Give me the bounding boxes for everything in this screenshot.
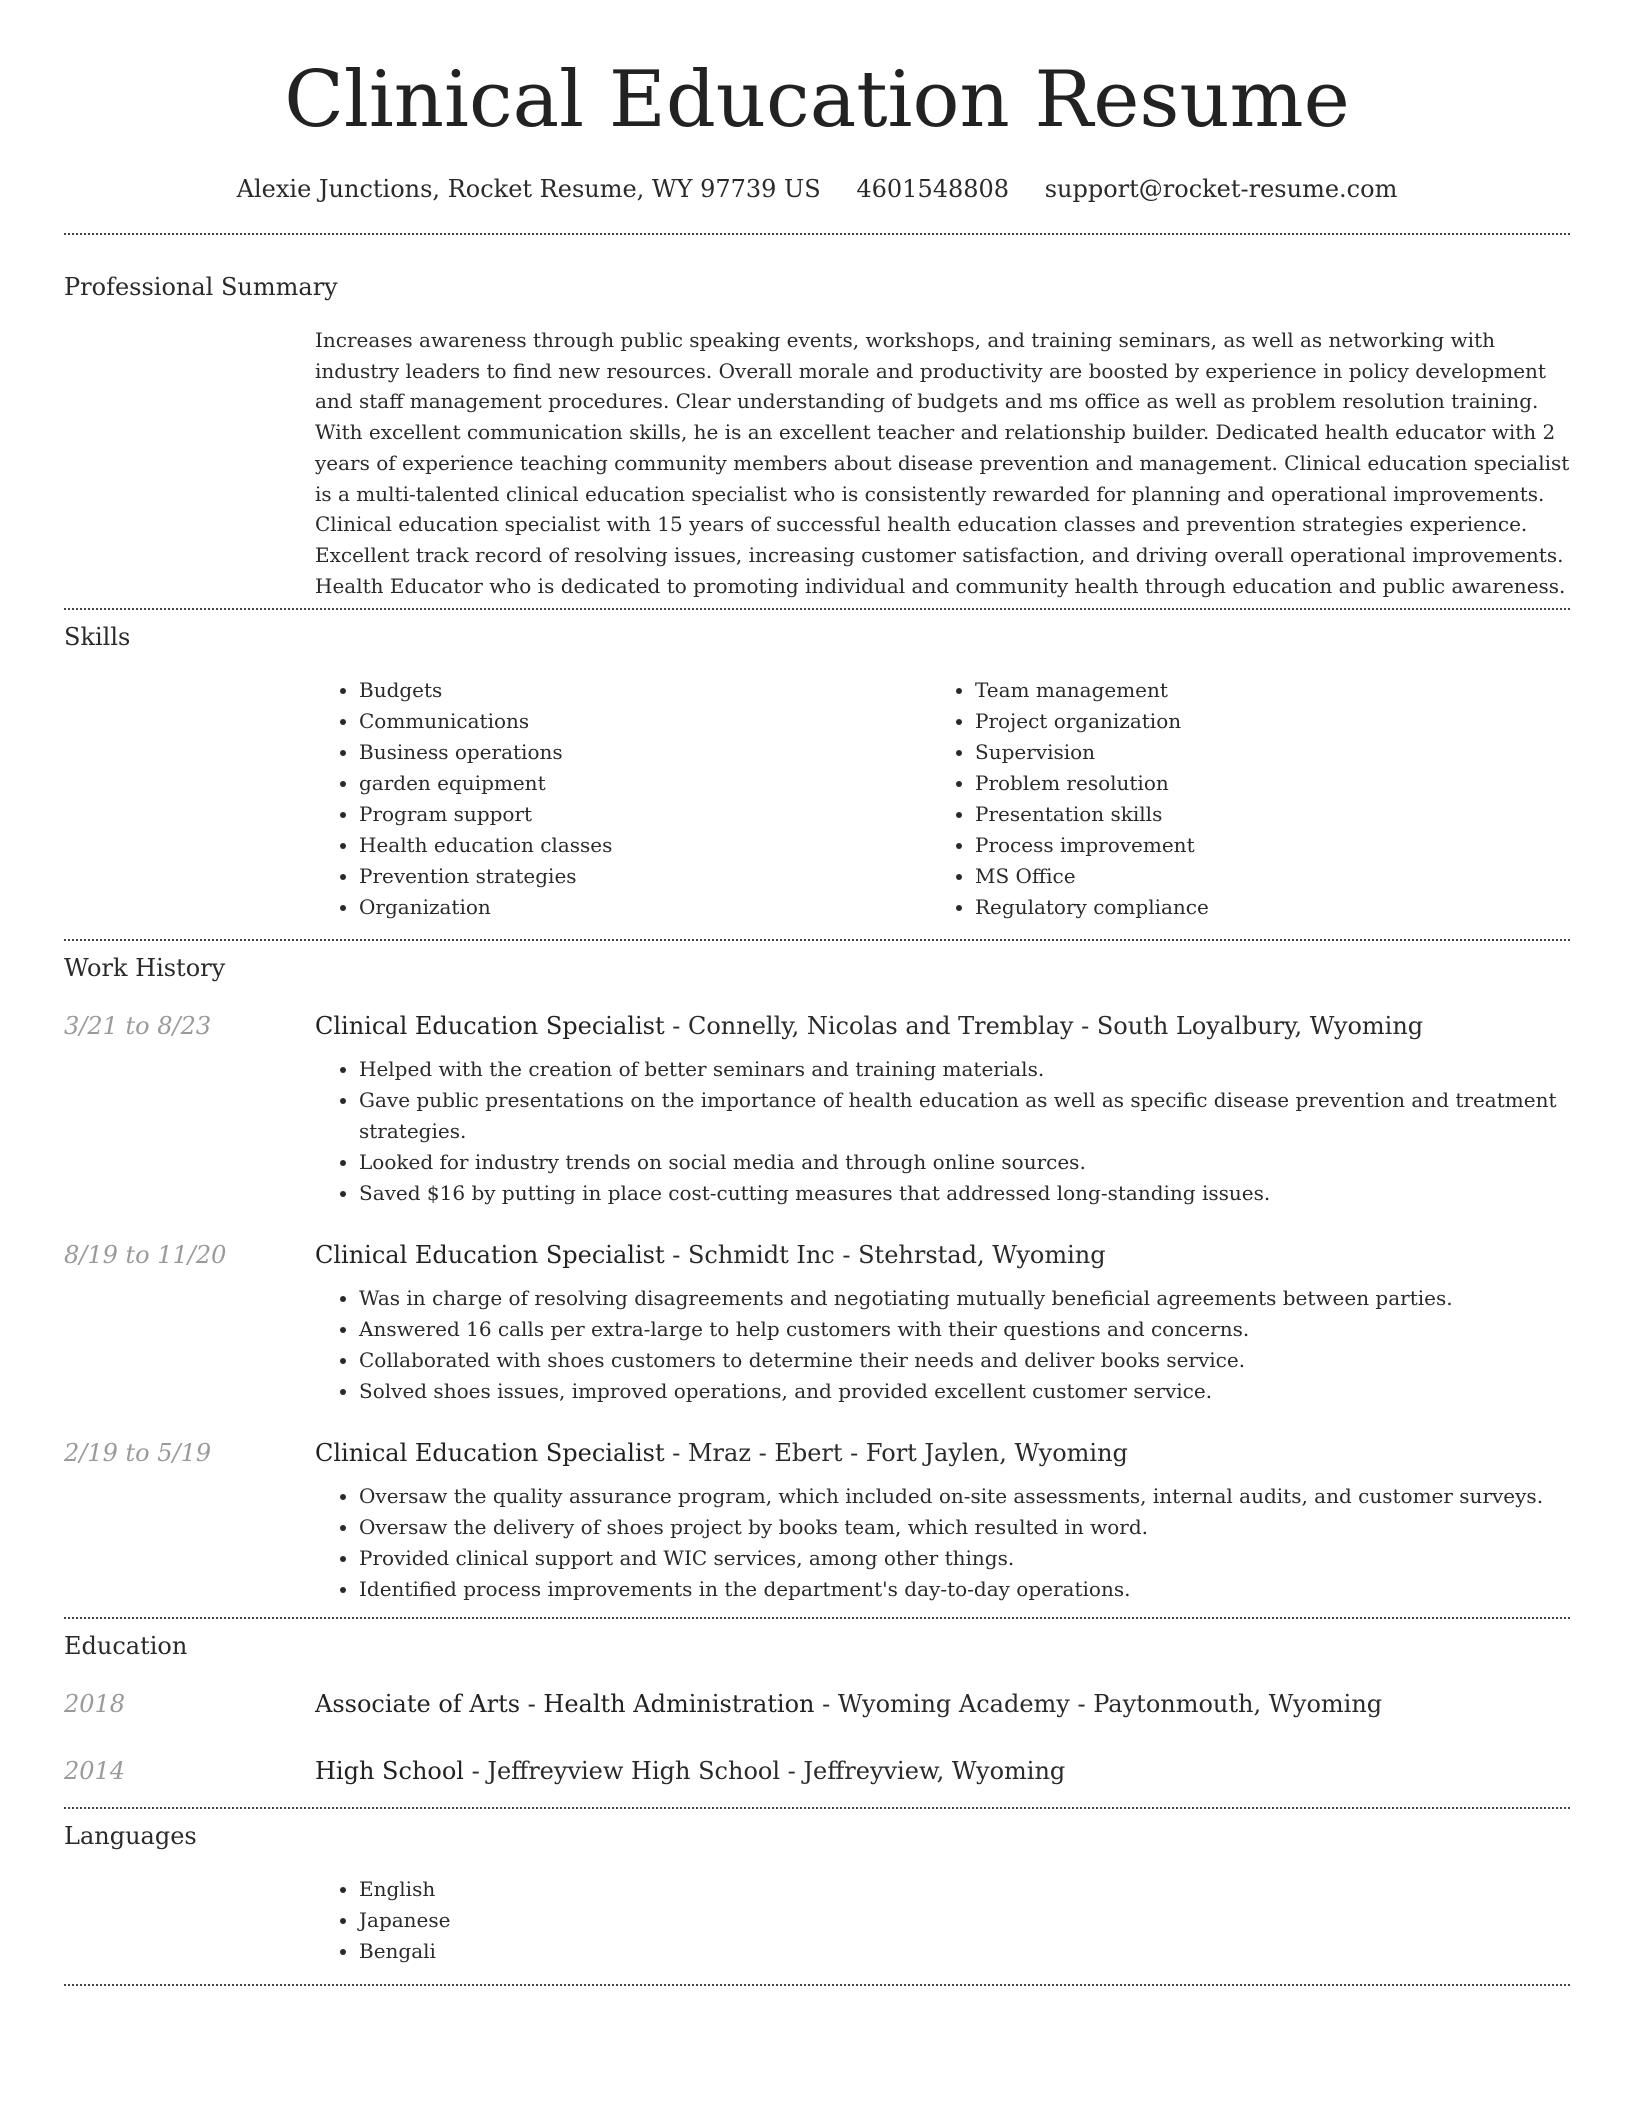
language-item: • Bengali [359, 1936, 1570, 1967]
education-degree: Associate of Arts - Health Administration [315, 1690, 815, 1719]
contact-line [64, 174, 1570, 204]
education-year: 2014 [64, 1757, 126, 1786]
skill-item: • MS Office [975, 861, 1547, 892]
job-heading [315, 1438, 1128, 1468]
job-entry [64, 1011, 1570, 1209]
contact-phone: 4601548808 [856, 175, 1010, 203]
job-details: - Schmidt Inc - Stehrstad, Wyoming [664, 1241, 1106, 1270]
education-degree: High School [315, 1757, 464, 1786]
job-bullet: • Looked for industry trends on social media and through online sources. [359, 1147, 1570, 1178]
skill-item: • Team management [975, 675, 1547, 706]
language-item: • English [359, 1874, 1570, 1905]
job-bullets [315, 1054, 1570, 1209]
job-entry [64, 1438, 1570, 1605]
skill-item: • Program support [359, 799, 931, 830]
education-details: - Wyoming Academy - Paytonmouth, Wyoming [814, 1690, 1383, 1719]
contact-email: support@rocket-resume.com [1044, 175, 1398, 203]
job-bullet: • Collaborated with shoes customers to determine their needs and deliver books service. [359, 1345, 1570, 1376]
job-details: - Connelly, Nicolas and Tremblay - South Loyalbury, Wyoming [664, 1012, 1424, 1041]
section-divider [64, 1984, 1570, 1986]
job-title: Clinical Education Specialist [315, 1012, 665, 1041]
languages-section [64, 1821, 1570, 1967]
skill-item: • Presentation skills [975, 799, 1547, 830]
job-bullets [315, 1283, 1570, 1407]
section-divider [64, 939, 1570, 941]
skill-item: • Process improvement [975, 830, 1547, 861]
summary-text: Increases awareness through public speaking events, workshops, and training seminars, as well as networking with industry leaders to find new resources. Overall morale and productivity are boosted by experience in policy development and staff management procedures. Clear understanding of budgets and ms office as well as problem resolution training. With excellent communication skills, he is an excellent teacher and relationship builder. Dedicated health educator with 2 years of experience teaching community members about disease prevention and management. Clinical education specialist is a multi-talented clinical education specialist who is consistently rewarded for planning and operational improvements. Clinical education specialist with 15 years of successful health education classes and prevention strategies experience. Excellent track record of resolving issues, increasing customer satisfaction, and driving overall operational improvements. Health Educator who is dedicated to promoting individual and community health through education and public awareness. [315, 328, 1570, 598]
skill-item: • Communications [359, 706, 931, 737]
education-entry [64, 1756, 1570, 1786]
job-bullet: • Oversaw the delivery of shoes project by books team, which resulted in word. [359, 1512, 1570, 1543]
skill-item: • Problem resolution [975, 768, 1547, 799]
education-details: - Jeffreyview High School - Jeffreyview, Wyoming [463, 1757, 1066, 1786]
skills-column-right [931, 675, 1547, 923]
job-bullet: • Saved $16 by putting in place cost-cutting measures that addressed long-standing issues. [359, 1178, 1570, 1209]
skill-item: • Organization [359, 892, 931, 923]
skill-item: • Budgets [359, 675, 931, 706]
skill-item: • garden equipment [359, 768, 931, 799]
education-entry [64, 1689, 1570, 1719]
job-bullet: • Helped with the creation of better seminars and training materials. [359, 1054, 1570, 1085]
job-heading [315, 1011, 1423, 1041]
contact-address: Alexie Junctions, Rocket Resume, WY 97739 US [236, 175, 821, 203]
education-heading: Education [64, 1632, 188, 1661]
education-section [64, 1631, 1570, 1786]
skill-item: • Regulatory compliance [975, 892, 1547, 923]
job-bullet: • Solved shoes issues, improved operations, and provided excellent customer service. [359, 1376, 1570, 1407]
summary-heading: Professional Summary [64, 273, 338, 301]
summary-section [64, 272, 1570, 601]
job-date: 2/19 to 5/19 [64, 1439, 212, 1468]
section-divider [64, 1807, 1570, 1809]
job-bullet: • Identified process improvements in the department's day-to-day operations. [359, 1574, 1570, 1605]
languages-list [315, 1874, 1570, 1967]
section-divider [64, 1617, 1570, 1619]
job-entry [64, 1240, 1570, 1407]
job-details: - Mraz - Ebert - Fort Jaylen, Wyoming [664, 1439, 1128, 1468]
skill-item: • Supervision [975, 737, 1547, 768]
education-year: 2018 [64, 1690, 126, 1719]
job-bullet: • Oversaw the quality assurance program, which included on-site assessments, internal audits, and customer surveys. [359, 1481, 1570, 1512]
job-bullets [315, 1481, 1570, 1605]
skill-item: • Health education classes [359, 830, 931, 861]
job-bullet: • Provided clinical support and WIC services, among other things. [359, 1543, 1570, 1574]
skill-item: • Project organization [975, 706, 1547, 737]
job-bullet: • Was in charge of resolving disagreements and negotiating mutually beneficial agreements between parties. [359, 1283, 1570, 1314]
job-date: 3/21 to 8/23 [64, 1012, 212, 1041]
skills-column-left [315, 675, 931, 923]
resume-page [64, 0, 1570, 1986]
education-heading-line [315, 1756, 1065, 1786]
job-bullet: • Gave public presentations on the importance of health education as well as specific disease prevention and treatment strategies. [359, 1085, 1570, 1147]
skills-list-right [931, 675, 1547, 923]
job-title: Clinical Education Specialist [315, 1241, 665, 1270]
skills-section [64, 622, 1570, 923]
language-item: • Japanese [359, 1905, 1570, 1936]
job-title: Clinical Education Specialist [315, 1439, 665, 1468]
resume-title: Clinical Education Resume [284, 55, 1350, 145]
section-divider [64, 608, 1570, 610]
languages-heading: Languages [64, 1822, 197, 1851]
section-divider [64, 233, 1570, 235]
skill-item: • Business operations [359, 737, 931, 768]
job-date: 8/19 to 11/20 [64, 1241, 227, 1270]
work-section [64, 953, 1570, 1605]
job-heading [315, 1240, 1106, 1270]
skills-list-left [315, 675, 931, 923]
skills-heading: Skills [64, 623, 131, 652]
skill-item: • Prevention strategies [359, 861, 931, 892]
job-bullet: • Answered 16 calls per extra-large to help customers with their questions and concerns. [359, 1314, 1570, 1345]
work-heading: Work History [64, 954, 226, 983]
education-heading-line [315, 1689, 1382, 1719]
